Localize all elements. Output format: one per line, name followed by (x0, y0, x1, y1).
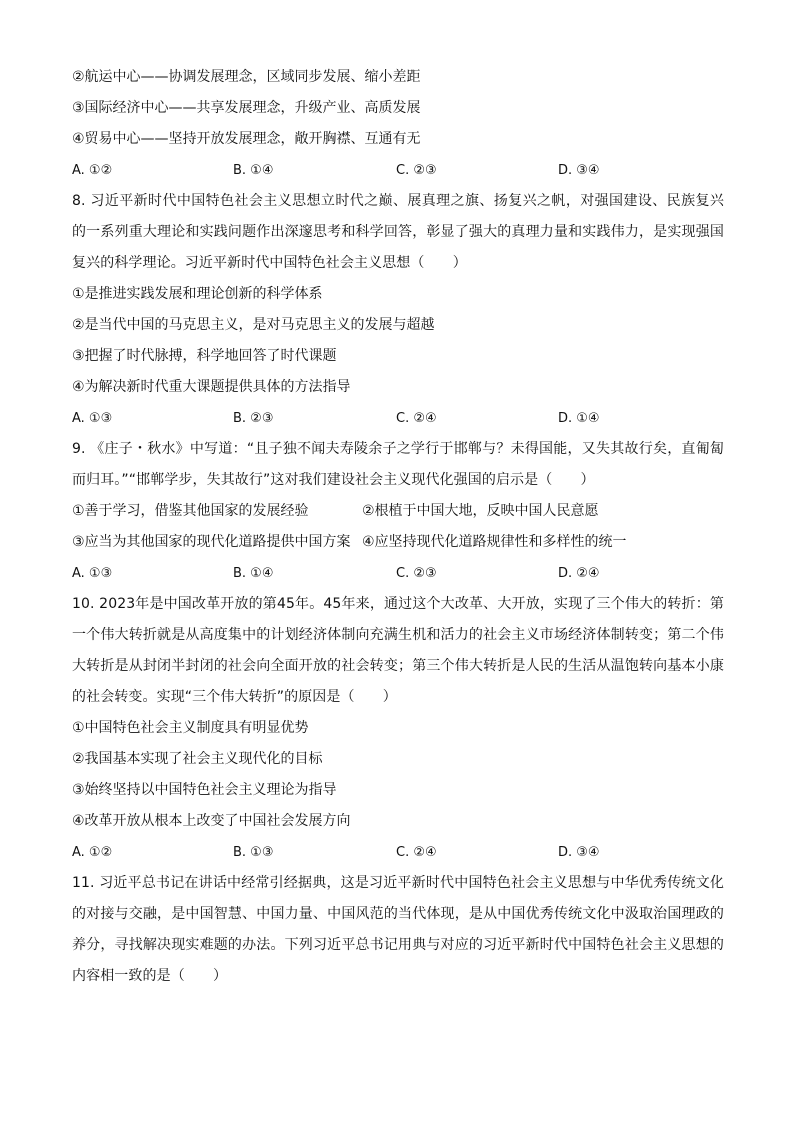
option-c[interactable]: C. ②④ (396, 845, 437, 860)
question-stem: 8. 习近平新时代中国特色社会主义思想立时代之巅、展真理之旗、扬复兴之帆，对强国建设、民族复兴的一系列重大理论和实践问题作出深邃思考和科学回答，彰显了强大的真理力量和实践伟力，是实现强国复兴的科学理论。习近平新时代中国特色社会主义思想（ ） (72, 193, 724, 271)
answer-options (72, 155, 724, 186)
answer-options (72, 837, 724, 868)
option-a[interactable]: A. ①③ (72, 566, 113, 581)
statement-item: ①善于学习，借鉴其他国家的发展经验 (72, 503, 309, 519)
option-d[interactable]: D. ③④ (558, 163, 600, 178)
exam-page (72, 62, 724, 992)
option-c[interactable]: C. ②③ (396, 163, 437, 178)
statement-item: ③始终坚持以中国特色社会主义理论为指导 (72, 782, 337, 798)
question-stem: 9. 《庄子・秋水》中写道：“且子独不闻夫寿陵余子之学行于邯郸与？未得国能，又失其故行矣，直匍匐而归耳。”“邯郸学步，失其故行”这对我们建设社会主义现代化强国的启示是（ ） (72, 441, 724, 488)
option-c[interactable]: C. ②③ (396, 566, 437, 581)
statement-item: ④贸易中心——坚持开放发展理念，敞开胸襟、互通有无 (72, 131, 421, 147)
option-d[interactable]: D. ②④ (558, 566, 600, 581)
statement-item: ④改革开放从根本上改变了中国社会发展方向 (72, 813, 351, 829)
statement-item: ④应坚持现代化道路规律性和多样性的统一 (362, 534, 627, 550)
answer-options (72, 558, 724, 589)
statement-item: ①中国特色社会主义制度具有明显优势 (72, 720, 309, 736)
question-stem: 10. 2023年是中国改革开放的第45年。45年来，通过这个大改革、大开放，实现了三个伟大的转折：第一个伟大转折就是从高度集中的计划经济体制向充满生机和活力的社会主义市场经济体制转变；第二个伟大转折是从封闭半封闭的社会向全面开放的社会转变；第三个伟大转折是人民的生活从温饱转向基本小康的社会转变。实现“三个伟大转折”的原因是（ ） (72, 596, 724, 705)
question-11 (72, 868, 724, 992)
option-d[interactable]: D. ③④ (558, 845, 600, 860)
statement-item: ③国际经济中心——共享发展理念，升级产业、高质发展 (72, 100, 421, 116)
option-b[interactable]: B. ②③ (233, 411, 274, 426)
option-d[interactable]: D. ①④ (558, 411, 600, 426)
option-b[interactable]: B. ①③ (233, 845, 274, 860)
option-b[interactable]: B. ①④ (233, 163, 274, 178)
statement-item: ③把握了时代脉搏，科学地回答了时代课题 (72, 348, 337, 364)
statement-item: ②航运中心——协调发展理念，区域同步发展、缩小差距 (72, 69, 421, 85)
question-8 (72, 186, 724, 434)
statement-item: ③应当为其他国家的现代化道路提供中国方案 (72, 534, 351, 550)
statement-item: ①是推进实践发展和理论创新的科学体系 (72, 286, 323, 302)
question-9 (72, 434, 724, 589)
answer-options (72, 403, 724, 434)
statement-item: ②是当代中国的马克思主义，是对马克思主义的发展与超越 (72, 317, 435, 333)
question-stem: 11. 习近平总书记在讲话中经常引经据典，这是习近平新时代中国特色社会主义思想与中华优秀传统文化的对接与交融，是中国智慧、中国力量、中国风范的当代体现，是从中国优秀传统文化中汲取治国理政的养分，寻找解决现实难题的办法。下列习近平总书记用典与对应的习近平新时代中国特色社会主义思想的内容相一致的是（ ） (72, 875, 724, 984)
option-a[interactable]: A. ①③ (72, 411, 113, 426)
statement-row (72, 496, 724, 527)
option-a[interactable]: A. ①② (72, 163, 113, 178)
question-10 (72, 589, 724, 868)
question-7-tail (72, 62, 724, 186)
statement-item: ②我国基本实现了社会主义现代化的目标 (72, 751, 323, 767)
statement-item: ②根植于中国大地，反映中国人民意愿 (362, 503, 599, 519)
option-b[interactable]: B. ①④ (233, 566, 274, 581)
statement-item: ④为解决新时代重大课题提供具体的方法指导 (72, 379, 351, 395)
statement-row (72, 527, 724, 558)
option-a[interactable]: A. ①② (72, 845, 113, 860)
option-c[interactable]: C. ②④ (396, 411, 437, 426)
